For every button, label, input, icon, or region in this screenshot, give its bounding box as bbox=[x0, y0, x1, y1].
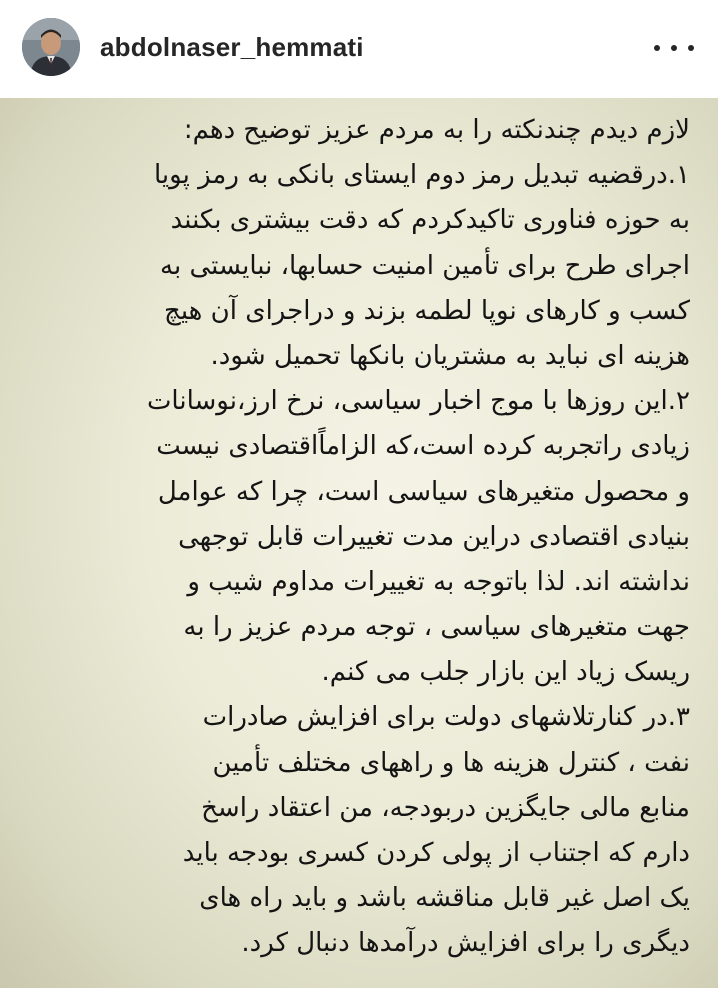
post-line: نفت ، کنترل هزینه ها و راههای مختلف تأمین bbox=[212, 747, 690, 778]
avatar-image bbox=[22, 18, 80, 76]
post-line: اجرای طرح برای تأمین امنیت حسابها، نبایستی به bbox=[160, 250, 690, 281]
post-line: زیادی راتجربه کرده است،که الزاماًاقتصادی نیست bbox=[156, 431, 690, 462]
post-line: منابع مالی جایگزین دربودجه، من اعتقاد راسخ bbox=[201, 792, 690, 823]
post-line: و محصول متغیرهای سیاسی است، چرا که عوامل bbox=[157, 476, 690, 507]
post-line: ۱.درقضیه تبدیل رمز دوم ایستای بانکی به رمز پویا bbox=[154, 160, 690, 191]
post-line: لازم دیدم چندنکته را به مردم عزیز توضیح دهم: bbox=[183, 115, 690, 145]
post-line: یک اصل غیر قابل مناقشه باشد و باید راه های bbox=[199, 883, 690, 914]
post-line: ریسک زیاد این بازار جلب می کنم. bbox=[321, 657, 690, 688]
post-line: دیگری را برای افزایش درآمدها دنبال کرد. bbox=[241, 928, 690, 959]
post-line: بنیادی اقتصادی دراین مدت تغییرات قابل توجهی bbox=[178, 521, 690, 552]
post-text bbox=[40, 108, 690, 967]
more-dot bbox=[654, 45, 660, 51]
post-line: هزینه ای نباید به مشتریان بانکها تحمیل شود. bbox=[210, 340, 690, 371]
post-line: به حوزه فناوری تاکیدکردم که دقت بیشتری بکنند bbox=[170, 205, 690, 236]
post-header bbox=[0, 0, 718, 98]
profile-avatar[interactable] bbox=[22, 18, 80, 76]
username[interactable]: abdolnaser_hemmati bbox=[100, 32, 364, 62]
more-options-icon[interactable] bbox=[654, 36, 694, 60]
post-line: نداشته اند. لذا باتوجه به تغییرات مداوم شیب و bbox=[187, 566, 690, 597]
post-line: کسب و کارهای نوپا لطمه بزند و دراجرای آن هیچ bbox=[164, 295, 690, 326]
post-line: جهت متغیرهای سیاسی ، توجه مردم عزیز را به bbox=[183, 612, 690, 643]
post-line: دارم که اجتناب از پولی کردن کسری بودجه باید bbox=[182, 838, 690, 868]
more-dot bbox=[688, 45, 694, 51]
post-line: ۲.این روزها با موج اخبار سیاسی، نرخ ارز،نوسانات bbox=[146, 386, 690, 417]
post-image bbox=[0, 98, 718, 988]
post-line: ۳.در کنارتلاشهای دولت برای افزایش صادرات bbox=[202, 702, 690, 733]
more-dot bbox=[671, 45, 677, 51]
